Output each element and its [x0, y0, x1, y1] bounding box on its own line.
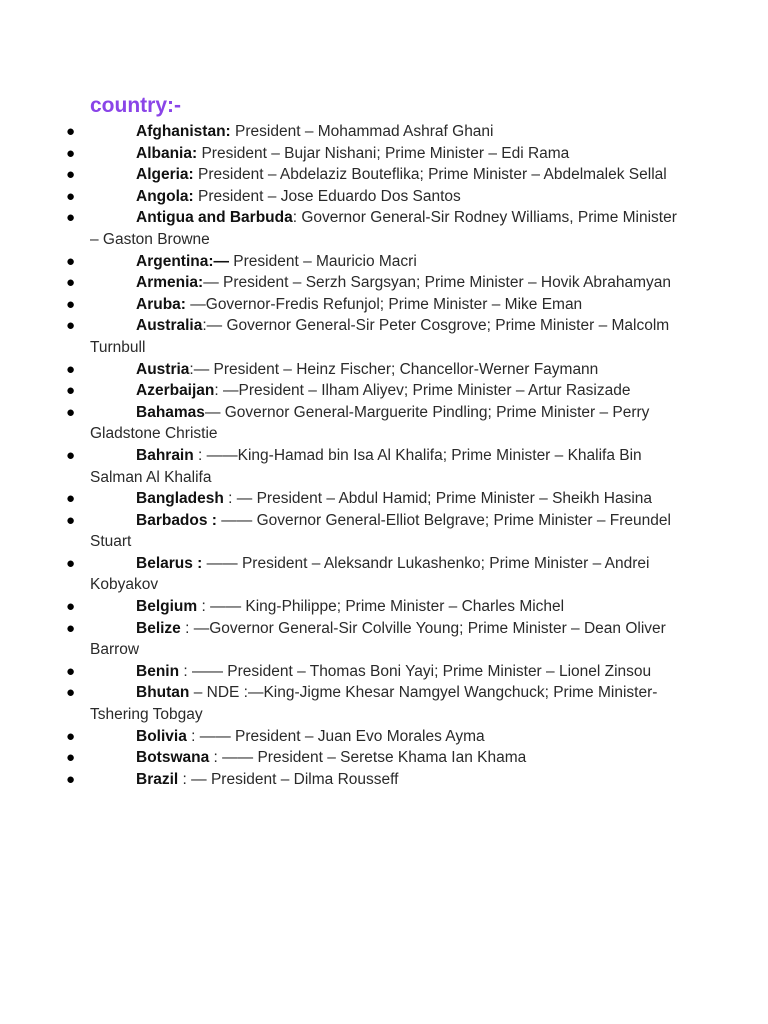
list-item — [0, 164, 768, 186]
leader-detail: — President – Serzh Sargsyan; Prime Minister – Hovik Abrahamyan — [203, 274, 671, 292]
leader-detail: : — President – Abdul Hamid; Prime Minister – Sheikh Hasina — [223, 490, 653, 508]
leader-detail: : ——King-Hamad bin Isa Al Khalifa; Prime Minister – Khalifa Bin Salman Al Khalifa — [90, 446, 642, 486]
list-item — [0, 726, 768, 748]
list-item — [0, 359, 768, 381]
country-name: Bangladesh — [136, 490, 224, 508]
leader-detail: — Governor General-Marguerite Pindling; Prime Minister – Perry Gladstone Christie — [90, 403, 650, 443]
leader-detail: President – Mohammad Ashraf Ghani — [230, 123, 494, 140]
bullet-icon: ● — [66, 446, 76, 464]
bullet-icon: ● — [66, 403, 76, 421]
list-item — [0, 747, 768, 769]
list-item — [0, 618, 768, 661]
leader-detail: —— Governor General-Elliot Belgrave; Prime Minister – Freundel Stuart — [90, 511, 671, 551]
leader-detail: – NDE :—King-Jigme Khesar Namgyel Wangchuck; Prime Minister-Tshering Tobgay — [90, 684, 658, 724]
bullet-icon: ● — [66, 727, 76, 745]
bullet-icon: ● — [66, 252, 76, 270]
leader-detail: : Governor General-Sir Rodney Williams, Prime Minister – Gaston Browne — [90, 209, 677, 248]
bullet-icon: ● — [66, 187, 76, 205]
country-name: Angola: — [136, 187, 194, 205]
leader-detail: : —— President – Juan Evo Morales Ayma — [186, 727, 485, 745]
bullet-icon: ● — [66, 511, 76, 529]
bullet-icon: ● — [66, 598, 76, 616]
country-name: Brazil — [136, 770, 179, 788]
bullet-icon: ● — [66, 554, 76, 572]
leader-detail: :— President – Heinz Fischer; Chancellor-Werner Faymann — [189, 360, 599, 378]
list-item — [0, 251, 768, 273]
country-name: Barbados : — [136, 511, 217, 529]
list-item — [0, 186, 768, 208]
list-item — [0, 121, 768, 143]
section-heading: country:- — [90, 94, 181, 117]
bullet-icon: ● — [66, 684, 76, 702]
leader-detail: President – Bujar Nishani; Prime Minister – Edi Rama — [197, 144, 570, 162]
list-item — [0, 769, 768, 791]
country-name: Bahrain — [136, 446, 194, 464]
bullet-icon: ● — [66, 770, 76, 788]
list-item — [0, 402, 768, 445]
list-item — [0, 682, 768, 725]
list-item — [0, 143, 768, 165]
country-name: Bahamas — [136, 403, 205, 421]
leader-detail: President – Abdelaziz Bouteflika; Prime Minister – Abdelmalek Sellal — [193, 166, 667, 184]
bullet-icon: ● — [66, 166, 76, 184]
bullet-icon: ● — [66, 382, 76, 400]
country-leader-list — [0, 121, 768, 790]
leader-detail: : — President – Dilma Rousseff — [178, 770, 399, 788]
bullet-icon: ● — [66, 662, 76, 680]
country-name: Bhutan — [136, 684, 190, 702]
country-name: Algeria: — [136, 166, 194, 184]
list-item — [0, 488, 768, 510]
list-item — [0, 510, 768, 553]
country-name: Armenia: — [136, 274, 204, 292]
leader-detail: —Governor-Fredis Refunjol; Prime Minister – Mike Eman — [185, 295, 583, 313]
list-item — [0, 661, 768, 683]
list-item — [0, 294, 768, 316]
leader-detail: : —— King-Philippe; Prime Minister – Charles Michel — [197, 598, 565, 616]
bullet-icon: ● — [66, 295, 76, 313]
list-item — [0, 272, 768, 294]
leader-detail: : —President – Ilham Aliyev; Prime Minister – Artur Rasizade — [214, 382, 631, 400]
country-name: Belgium — [136, 598, 198, 616]
country-name: Albania: — [136, 144, 198, 162]
leader-detail: : —Governor General-Sir Colville Young; Prime Minister – Dean Oliver Barrow — [90, 619, 666, 659]
leader-detail: : —— President – Thomas Boni Yayi; Prime Minister – Lionel Zinsou — [179, 662, 652, 680]
bullet-icon: ● — [66, 490, 76, 508]
country-name: Antigua and Barbuda — [136, 209, 293, 227]
country-name: Austria — [136, 360, 190, 378]
list-item — [0, 445, 768, 488]
bullet-icon: ● — [66, 360, 76, 378]
country-name: Australia — [136, 317, 203, 335]
bullet-icon: ● — [66, 144, 76, 162]
list-item — [0, 596, 768, 618]
bullet-icon: ● — [66, 749, 76, 767]
bullet-icon: ● — [66, 123, 76, 140]
leader-detail: : —— President – Seretse Khama Ian Khama — [209, 749, 527, 767]
list-item — [0, 315, 768, 358]
list-item — [0, 380, 768, 402]
country-name: Benin — [136, 662, 180, 680]
leader-detail: —— President – Aleksandr Lukashenko; Prime Minister – Andrei Kobyakov — [90, 554, 650, 594]
country-name: Aruba: — [136, 295, 186, 313]
leader-detail: President – Jose Eduardo Dos Santos — [193, 187, 461, 205]
country-name: Argentina:— — [136, 252, 229, 270]
list-item — [0, 553, 768, 596]
list-item — [0, 207, 768, 250]
bullet-icon: ● — [66, 317, 76, 335]
country-name: Afghanistan: — [136, 123, 231, 140]
country-name: Botswana — [136, 749, 210, 767]
bullet-icon: ● — [66, 209, 76, 227]
bullet-icon: ● — [66, 274, 76, 292]
leader-detail: :— Governor General-Sir Peter Cosgrove; Prime Minister – Malcolm Turnbull — [90, 317, 670, 356]
country-name: Belize — [136, 619, 181, 637]
country-name: Bolivia — [136, 727, 187, 745]
country-name: Azerbaijan — [136, 382, 215, 400]
bullet-icon: ● — [66, 619, 76, 637]
leader-detail: President – Mauricio Macri — [229, 252, 417, 270]
country-name: Belarus : — [136, 554, 203, 572]
